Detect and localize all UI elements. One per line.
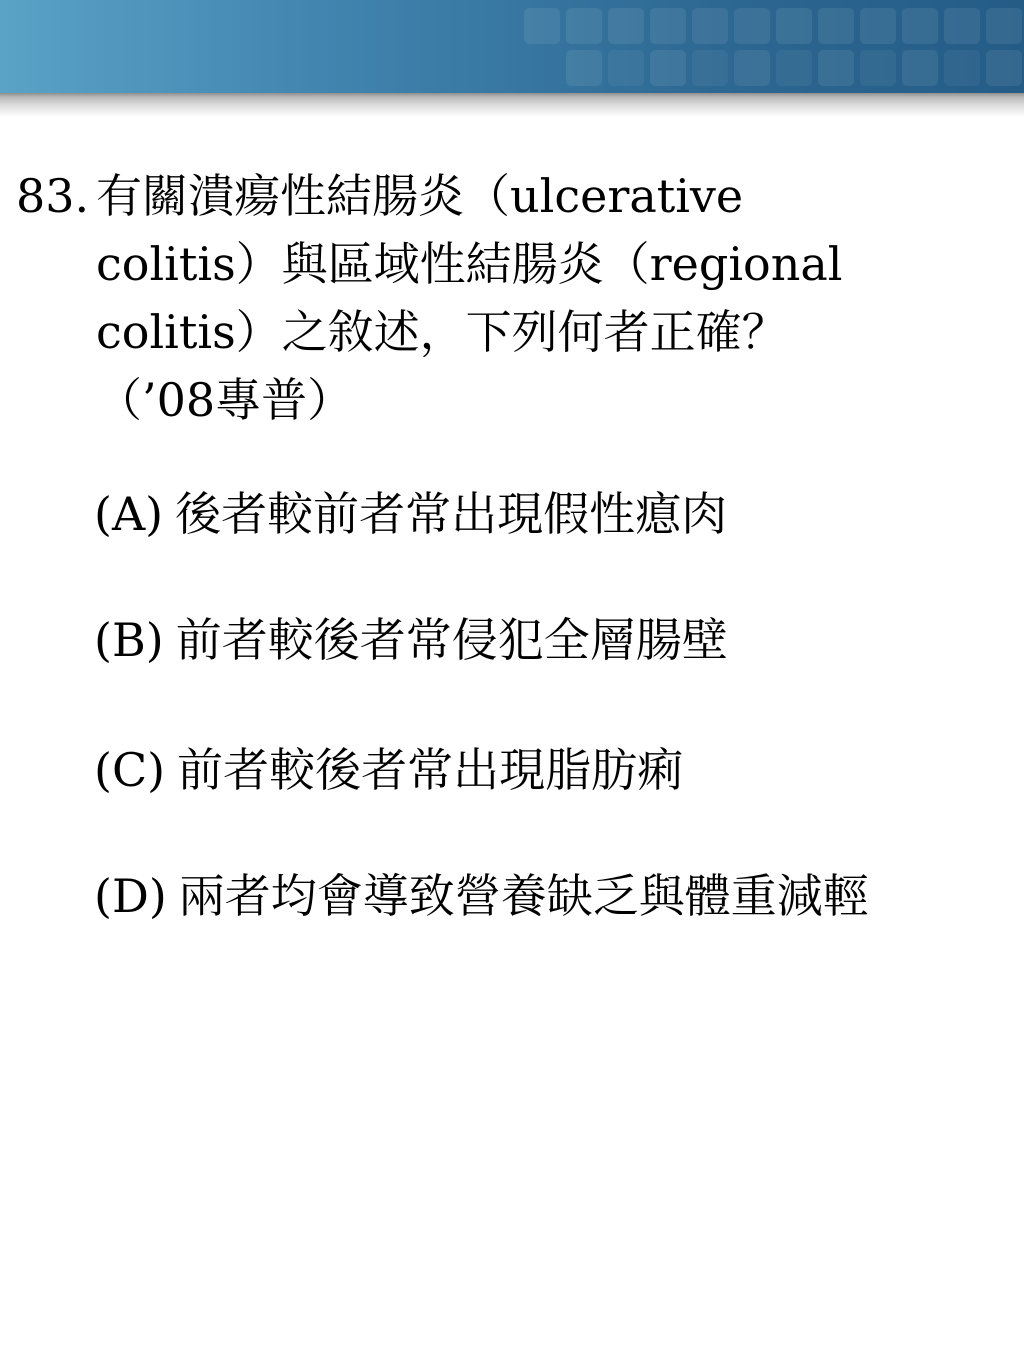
option-a (94, 484, 727, 544)
header-banner (0, 0, 1024, 93)
option-c-text: 前者較後者常出現脂肪痢 (177, 743, 684, 797)
option-c (94, 740, 683, 800)
question-text: 有關潰瘍性結腸炎（ulcerative colitis）與區域性結腸炎（regional colitis）之敘述，下列何者正確？ （’08專普） (96, 169, 843, 427)
option-b (94, 610, 728, 670)
option-b-label: (B) (94, 613, 164, 667)
question-block (16, 162, 1006, 434)
option-a-label: (A) (94, 487, 164, 541)
decorative-tile-pattern (504, 0, 1024, 93)
question-number: 83. (16, 169, 90, 223)
header-divider (0, 93, 1024, 117)
option-d-label: (D) (94, 869, 167, 923)
option-d (94, 866, 869, 926)
option-b-text: 前者較後者常侵犯全層腸壁 (175, 613, 728, 667)
option-c-label: (C) (94, 743, 166, 797)
option-a-text: 後者較前者常出現假性瘜肉 (175, 487, 728, 541)
option-d-text: 兩者均會導致營養缺乏與體重減輕 (178, 869, 869, 923)
